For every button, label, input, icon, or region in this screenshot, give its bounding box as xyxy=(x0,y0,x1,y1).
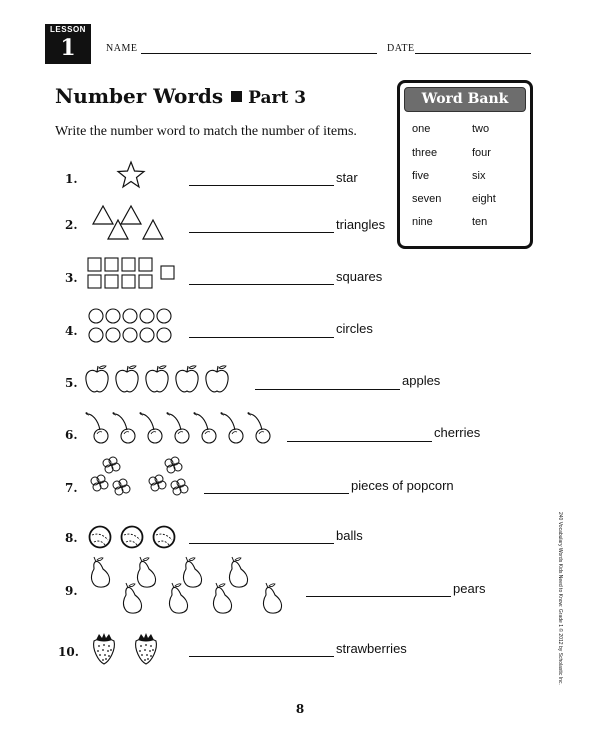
item-label: balls xyxy=(336,528,363,543)
name-field[interactable] xyxy=(141,53,377,54)
square-bullet-icon xyxy=(231,91,242,102)
item-label: triangles xyxy=(336,217,386,232)
word-bank-word: seven xyxy=(412,193,442,205)
item-number: 10. xyxy=(58,645,79,659)
word-bank-word: four xyxy=(472,147,491,159)
word-bank-word: three xyxy=(412,147,438,159)
answer-line[interactable] xyxy=(189,543,334,544)
word-bank-title: Word Bank xyxy=(404,87,526,112)
answer-line[interactable] xyxy=(306,596,451,597)
page-title xyxy=(55,84,306,108)
lesson-badge xyxy=(45,24,91,64)
apple-icon xyxy=(84,361,236,395)
item-label: squares xyxy=(336,269,383,284)
item-label: pieces of popcorn xyxy=(351,478,454,493)
word-bank-word: five xyxy=(412,170,430,182)
answer-line[interactable] xyxy=(204,493,349,494)
answer-line[interactable] xyxy=(189,284,334,285)
lesson-label: LESSON xyxy=(50,25,86,34)
word-bank-word: eight xyxy=(472,193,496,205)
title-main: Number Words xyxy=(55,84,224,108)
triangle-icon xyxy=(91,204,167,242)
item-number: 3. xyxy=(65,271,78,285)
circle-icon xyxy=(87,307,175,345)
title-part: Part 3 xyxy=(248,88,307,108)
item-label: circles xyxy=(336,321,373,336)
item-label: cherries xyxy=(434,425,481,440)
answer-line[interactable] xyxy=(189,656,334,657)
name-label: NAME xyxy=(106,43,138,54)
item-number: 2. xyxy=(65,218,78,232)
word-bank-word: nine xyxy=(412,216,433,228)
answer-line[interactable] xyxy=(189,337,334,338)
page-number: 8 xyxy=(295,702,305,716)
answer-line[interactable] xyxy=(189,185,334,186)
item-label: star xyxy=(336,170,358,185)
date-label: DATE xyxy=(387,43,415,54)
ball-icon xyxy=(86,523,180,551)
cherry-icon xyxy=(84,410,280,446)
item-label: apples xyxy=(402,373,441,388)
word-bank-word: ten xyxy=(472,216,488,228)
square-icon xyxy=(87,257,179,289)
word-bank xyxy=(397,80,533,249)
pear-icon xyxy=(86,556,296,620)
item-label: pears xyxy=(453,581,486,596)
item-number: 4. xyxy=(65,324,78,338)
popcorn-icon xyxy=(88,455,194,501)
copyright-credit: 240 Vocabulary Words Kids Need to Know: Grade 1 © 2012 by Scholastic Inc. xyxy=(557,512,563,685)
item-label: strawberries xyxy=(336,641,407,656)
star-icon xyxy=(116,160,146,190)
word-bank-word: one xyxy=(412,123,431,135)
item-number: 5. xyxy=(65,376,78,390)
answer-line[interactable] xyxy=(189,232,334,233)
item-number: 1. xyxy=(65,172,78,186)
item-number: 6. xyxy=(65,428,78,442)
answer-line[interactable] xyxy=(287,441,432,442)
date-field[interactable] xyxy=(415,53,531,54)
item-number: 7. xyxy=(65,481,78,495)
word-bank-word: two xyxy=(472,123,490,135)
instructions: Write the number word to match the number of items. xyxy=(55,124,357,139)
item-number: 8. xyxy=(65,531,78,545)
word-bank-word: six xyxy=(472,170,486,182)
answer-line[interactable] xyxy=(255,389,400,390)
item-number: 9. xyxy=(65,584,78,598)
lesson-number: 1 xyxy=(60,35,76,61)
strawberry-icon xyxy=(88,630,168,666)
